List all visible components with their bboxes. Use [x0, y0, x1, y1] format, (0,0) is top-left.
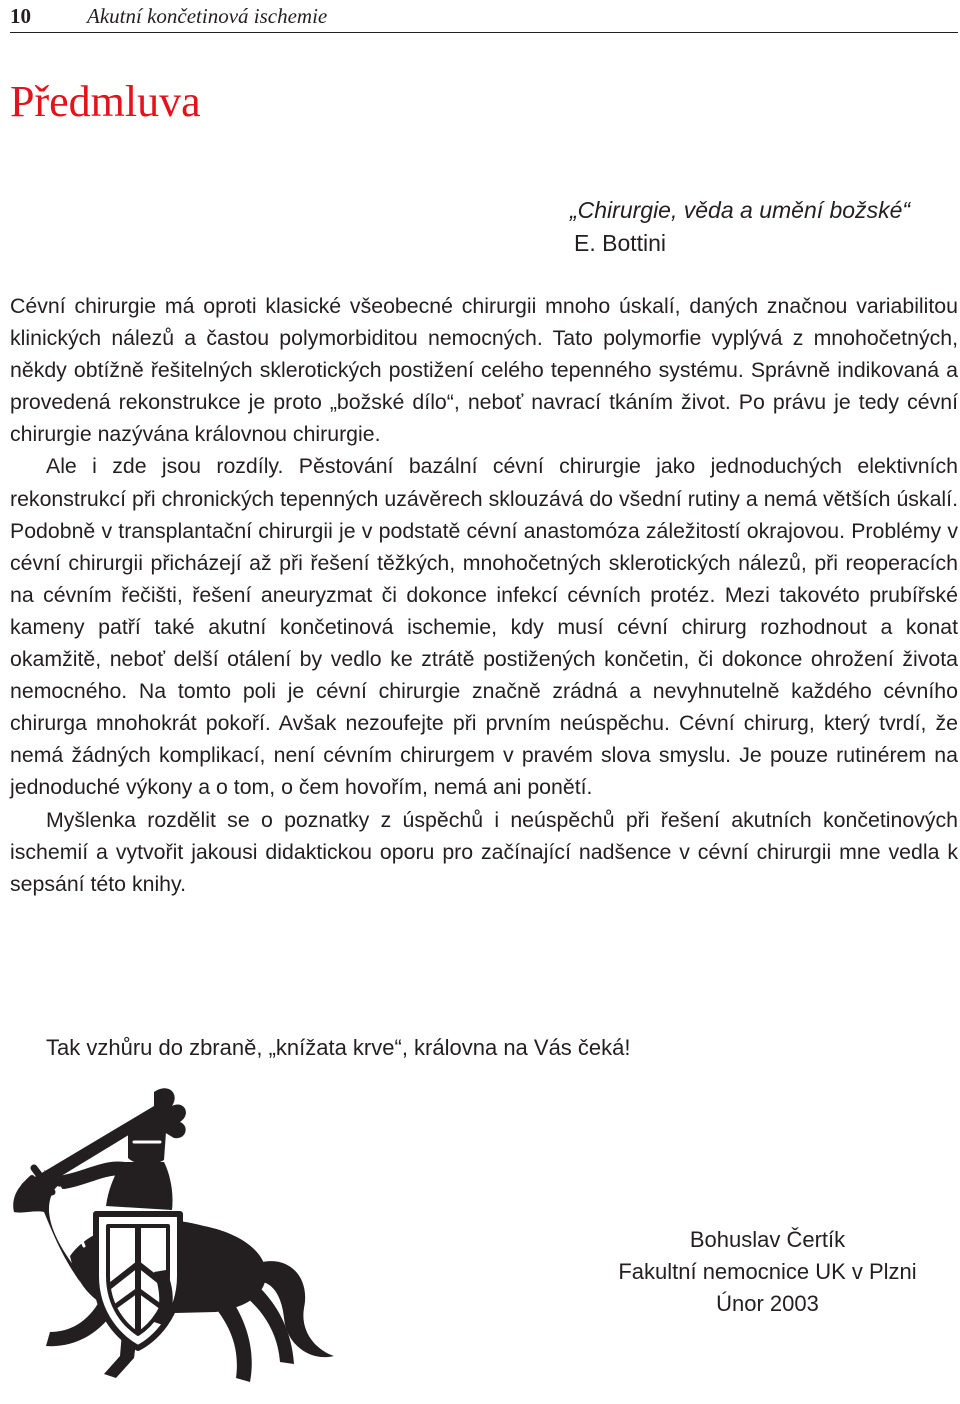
- paragraph: Cévní chirurgie má oproti klasické všeobecné chirurgii mnoho úskalí, daných značnou variabilitou klinických nálezů a častou polymorbiditou nemocných. Tato polymorfie vyplývá z mnohočetných, někdy obtížně řešitelných sklerotických postižení celého tepenného systému. Správně indikovaná a provedená rekonstrukce je proto „božské dílo“, neboť navrací tkáním život. Po právu je tedy cévní chirurgie nazývána královnou chirurgie.: [10, 294, 958, 447]
- paragraph: Ale i zde jsou rozdíly. Pěstování bazální cévní chirurgie jako jednoduchých elektivních rekonstrukcí při chronických tepenných uzávěrech sklouzává do všední rutiny a nemá větších úskalí. Podobně v transplantační chirurgii je v podstatě cévní anastomóza záležitostí okrajovou. Problémy v cévní chirurgii přicházejí až při řešení těžkých, mnohočetných sklerotických nálezů, při reoperacích na cévním řečišti, řešení aneuryzmat či dokonce infekcí cévních protéz. Mezi takovéto prubířské kameny patří také akutní končetinová ischemie, kdy musí cévní chirurg rozhodnout a konat okamžitě, neboť delší otálení by vedlo ke ztrátě postižených končetin, či dokonce ohrožení života nemocného. Na tomto poli je cévní chirurgie značně zrádná a nevyhnutelně každého cévního chirurga mnohokrát pokoří. Avšak nezoufejte při prvním neúspěchu. Cévní chirurg, který tvrdí, že nemá žádných komplikací, není cévním chirurgem v pravém slova smyslu. Je pouze rutinérem na jednoduché výkony a o tom, o čem hovořím, nemá ani ponětí.: [10, 454, 958, 800]
- signature-date: Únor 2003: [716, 1291, 819, 1316]
- knight-on-horse-icon: [4, 1086, 344, 1400]
- author-institution: Fakultní nemocnice UK v Plzni: [618, 1259, 917, 1284]
- closing-line: Tak vzhůru do zbraně, „knížata krve“, královna na Vás čeká!: [46, 1035, 631, 1060]
- paragraph: Myšlenka rozdělit se o poznatky z úspěchů i neúspěchů při řešení akutních končetinových ischemií a vytvořit jakousi didaktickou oporu pro začínající nadšence v cévní chirurgii mne vedla k sepsání této knihy.: [10, 807, 958, 896]
- epigraph-quote: „Chirurgie, věda a umění božské“: [570, 197, 911, 223]
- signature-block: [560, 1224, 960, 1320]
- author-name: Bohuslav Čertík: [689, 1227, 846, 1252]
- running-title: Akutní končetinová ischemie: [87, 4, 328, 28]
- running-head: [10, 2, 958, 33]
- chapter-title: Předmluva: [10, 77, 201, 126]
- epigraph-author: E. Bottini: [574, 230, 667, 256]
- preface-body: [10, 290, 958, 900]
- epigraph: [570, 194, 955, 260]
- page-number: 10: [10, 4, 31, 28]
